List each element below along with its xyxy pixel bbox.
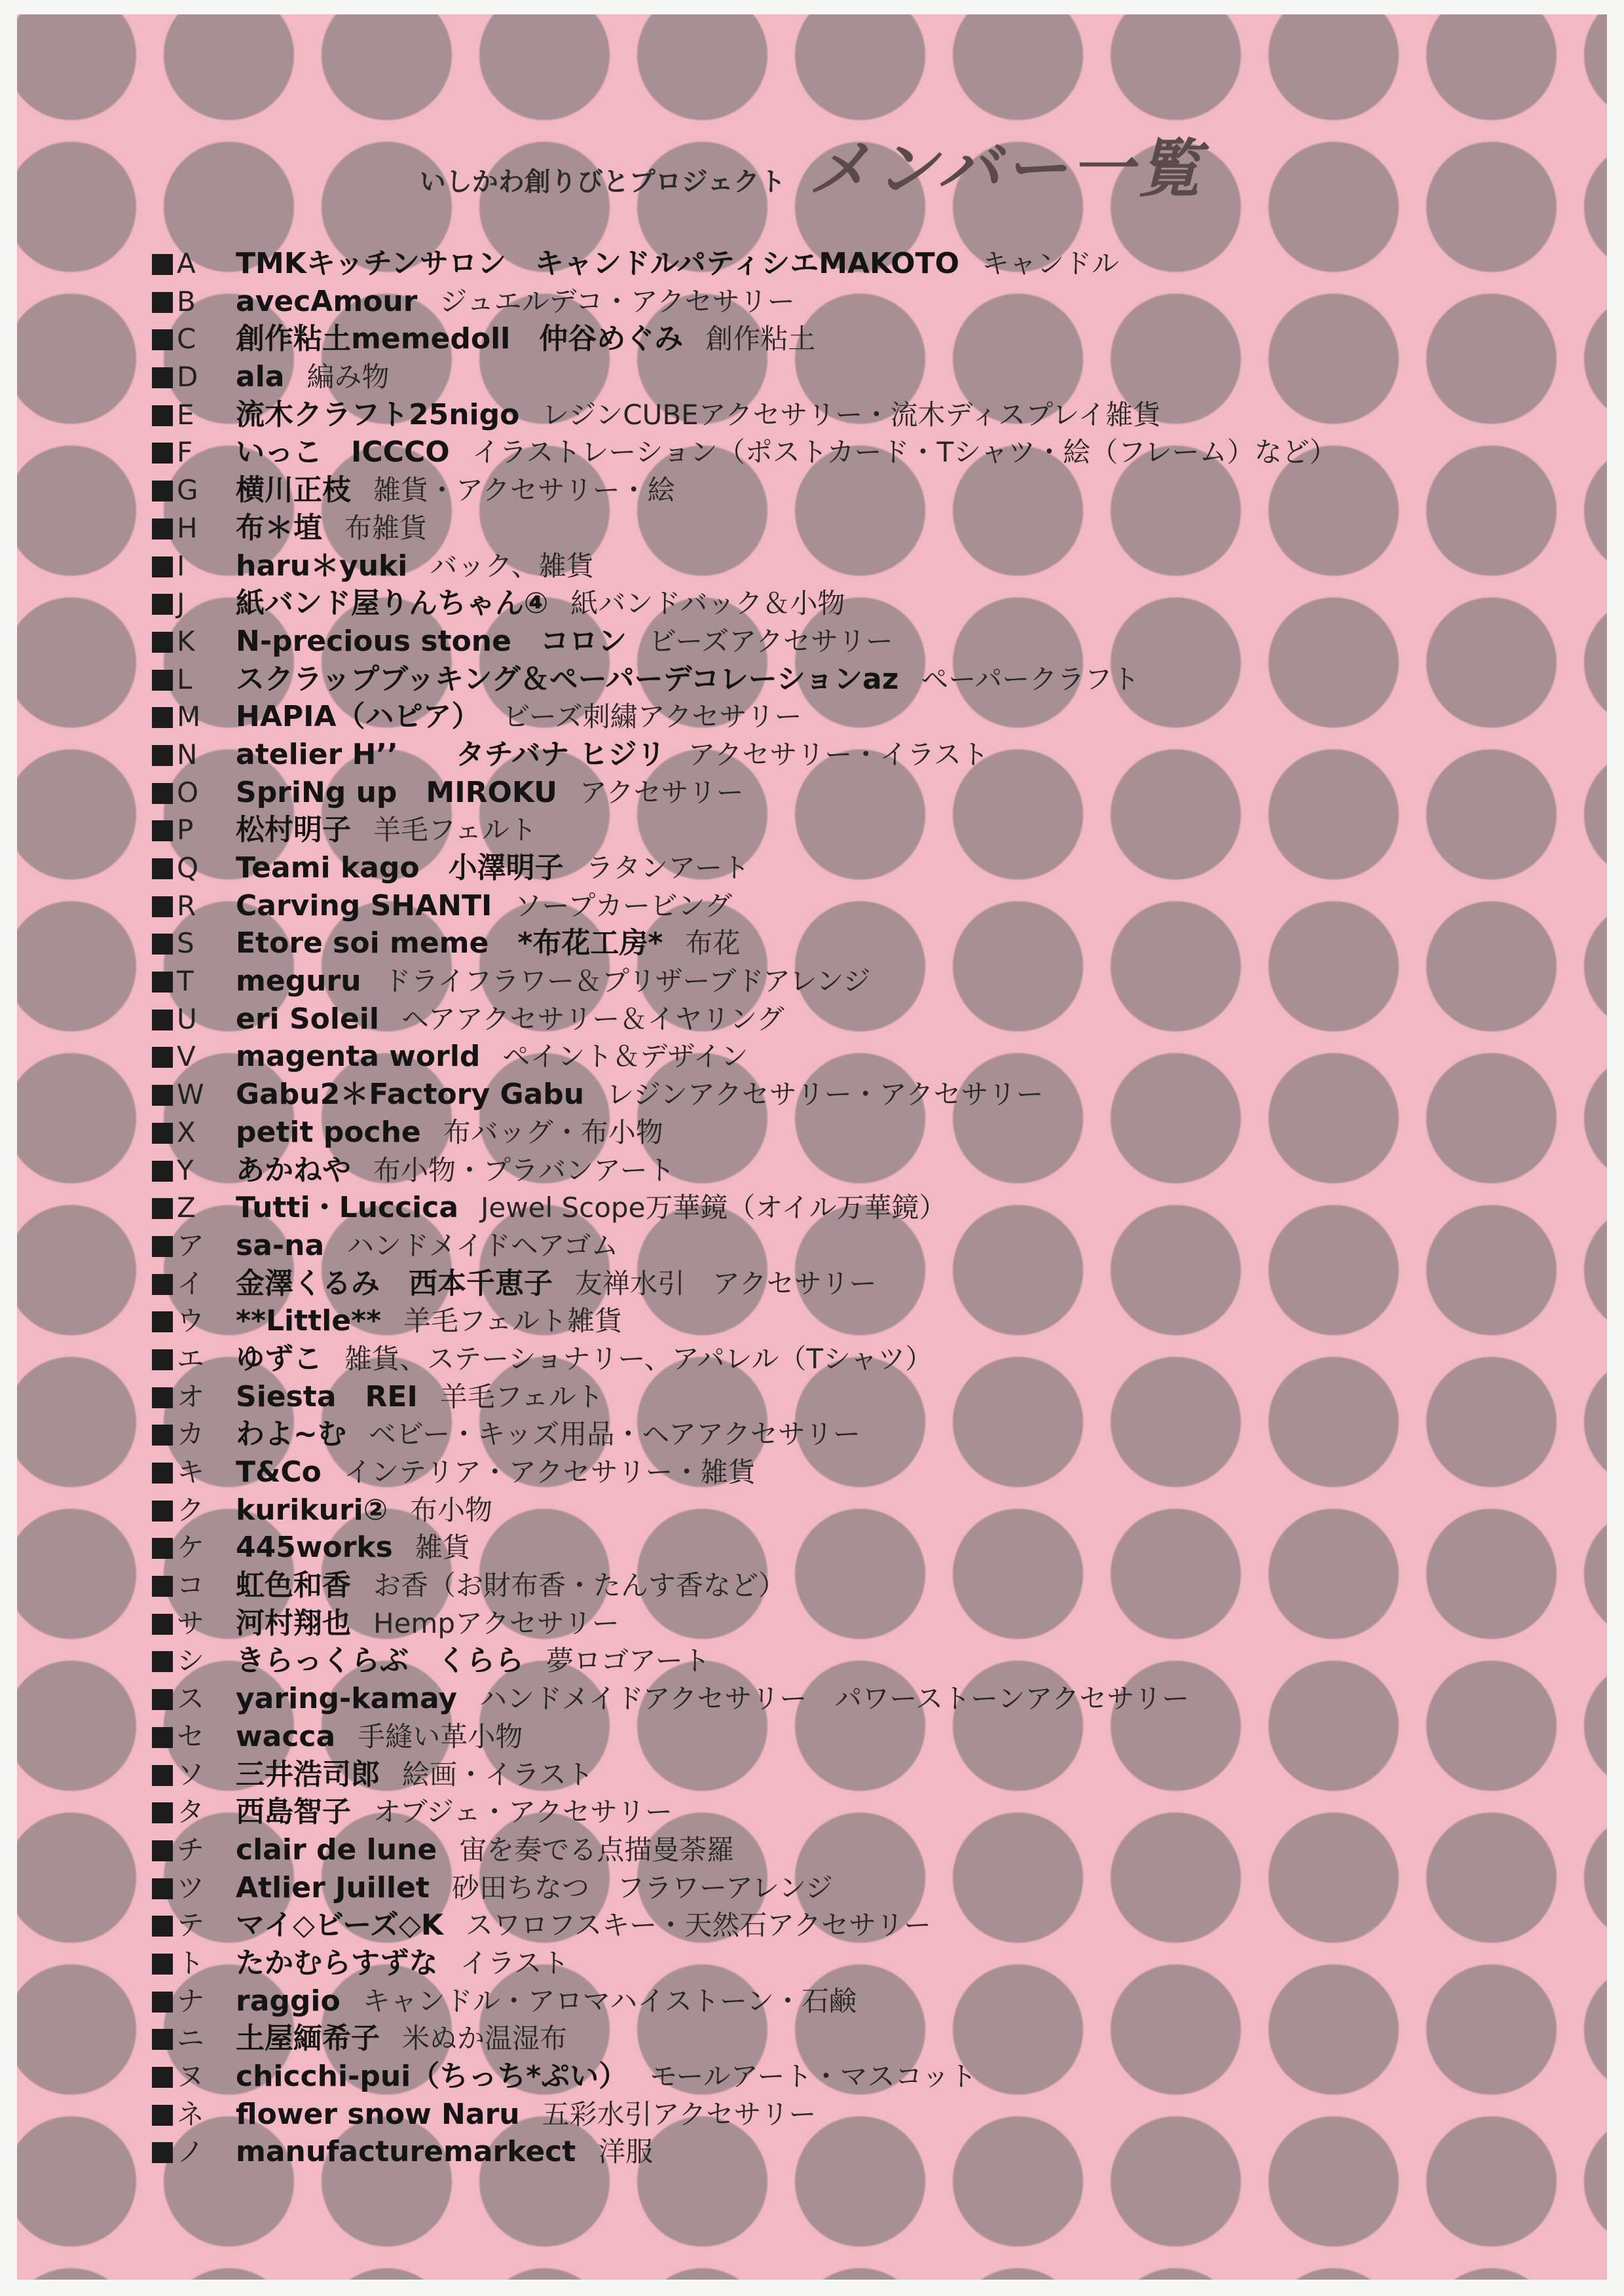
member-description: ハンドメイドアクセサリー パワーストーンアクセサリー bbox=[479, 1683, 1190, 1715]
member-code: ヌ bbox=[177, 2060, 205, 2092]
member-code: D bbox=[177, 361, 198, 393]
square-bullet-icon bbox=[152, 1425, 173, 1446]
member-code: J bbox=[177, 587, 185, 620]
member-name: T&Co bbox=[236, 1455, 322, 1489]
member-name: Teami kago 小澤明子 bbox=[236, 851, 564, 884]
member-description: 五彩水引アクセサリー bbox=[542, 2098, 817, 2130]
member-description: イラストレーション（ポストカード・Tシャツ・絵（フレーム）など） bbox=[471, 436, 1337, 469]
member-code: E bbox=[177, 398, 194, 431]
member-description: Hempアクセサリー bbox=[373, 1607, 619, 1639]
member-name: 土屋緬希子 bbox=[236, 2022, 380, 2056]
member-row bbox=[152, 1605, 1606, 1643]
member-description: 雑貨 bbox=[415, 1531, 470, 1564]
member-row bbox=[152, 1982, 1606, 2020]
member-row bbox=[152, 698, 1606, 736]
member-description: キャンドル・アロマハイストーン・石鹸 bbox=[362, 1984, 857, 2017]
square-bullet-icon bbox=[152, 2105, 173, 2126]
member-name: Carving SHANTI bbox=[236, 888, 492, 922]
square-bullet-icon bbox=[152, 443, 173, 464]
member-name: あかねや bbox=[236, 1153, 351, 1187]
member-name: chicchi-pui（ちっち*ぷい） bbox=[236, 2060, 628, 2093]
member-row bbox=[152, 1680, 1606, 1718]
member-row bbox=[152, 1152, 1606, 1190]
member-code: セ bbox=[177, 1720, 205, 1753]
member-description: お香（お財布香・たんす香など） bbox=[373, 1569, 786, 1602]
member-description: 布小物・プラバンアート bbox=[373, 1154, 675, 1186]
member-code: オ bbox=[177, 1380, 205, 1413]
square-bullet-icon bbox=[152, 2029, 173, 2050]
member-row bbox=[152, 1793, 1606, 1831]
member-code: U bbox=[177, 1002, 197, 1035]
member-row bbox=[152, 2020, 1606, 2058]
member-name: たかむらすずな bbox=[236, 1946, 438, 1980]
member-description: ペーパークラフト bbox=[921, 663, 1140, 695]
member-name: petit poche bbox=[236, 1115, 421, 1149]
member-description: 宙を奏でる点描曼荼羅 bbox=[459, 1833, 735, 1866]
member-row bbox=[152, 547, 1606, 585]
member-row bbox=[152, 1340, 1606, 1378]
square-bullet-icon bbox=[152, 1538, 173, 1559]
member-name: SpriNg up MIROKU bbox=[236, 775, 557, 809]
square-bullet-icon bbox=[152, 292, 173, 313]
member-description: ハンドメイドヘアゴム bbox=[346, 1229, 619, 1262]
member-row bbox=[152, 1415, 1606, 1453]
square-bullet-icon bbox=[152, 1349, 173, 1370]
square-bullet-icon bbox=[152, 254, 173, 275]
member-description: 布小物 bbox=[410, 1493, 493, 1526]
member-description: 絵画・イラスト bbox=[402, 1758, 594, 1791]
member-row bbox=[152, 509, 1606, 547]
square-bullet-icon bbox=[152, 820, 173, 841]
member-code: T bbox=[177, 965, 194, 998]
member-code: カ bbox=[177, 1418, 205, 1451]
member-code: A bbox=[177, 247, 196, 280]
member-description: 編み物 bbox=[306, 361, 390, 393]
member-row bbox=[152, 1718, 1606, 1756]
member-row bbox=[152, 1189, 1606, 1227]
member-row bbox=[152, 1114, 1606, 1152]
member-row bbox=[152, 811, 1606, 849]
square-bullet-icon bbox=[152, 1689, 173, 1710]
square-bullet-icon bbox=[152, 896, 173, 917]
project-subtitle: いしかわ創りびとプロジェクト bbox=[419, 167, 786, 197]
square-bullet-icon bbox=[152, 745, 173, 766]
member-description: バック、雑貨 bbox=[430, 549, 594, 582]
member-description: オブジェ・アクセサリー bbox=[373, 1796, 673, 1829]
member-code: O bbox=[177, 776, 199, 809]
member-row bbox=[152, 1756, 1606, 1794]
square-bullet-icon bbox=[152, 1992, 173, 2013]
member-code: テ bbox=[177, 1909, 205, 1942]
square-bullet-icon bbox=[152, 1878, 173, 1899]
member-name: Atlier Juillet bbox=[236, 1870, 430, 1904]
member-name: eri Soleil bbox=[236, 1002, 379, 1036]
member-code: ケ bbox=[177, 1531, 205, 1564]
square-bullet-icon bbox=[152, 1047, 173, 1068]
member-code: Y bbox=[177, 1154, 194, 1186]
member-name: haru＊yuki bbox=[236, 549, 408, 583]
square-bullet-icon bbox=[152, 1085, 173, 1106]
member-code: L bbox=[177, 663, 193, 695]
square-bullet-icon bbox=[152, 1463, 173, 1484]
member-code: ス bbox=[177, 1683, 205, 1715]
member-description: アクセサリー bbox=[579, 776, 744, 809]
member-name: 布＊埴 bbox=[236, 511, 322, 545]
member-name: 河村翔也 bbox=[236, 1606, 351, 1640]
member-row bbox=[152, 1567, 1606, 1605]
member-name: 虹色和香 bbox=[236, 1569, 351, 1603]
member-row bbox=[152, 1944, 1606, 1982]
member-description: イラスト bbox=[460, 1946, 570, 1979]
member-row bbox=[152, 1453, 1606, 1491]
member-name: 紙バンド屋りんちゃん④ bbox=[236, 587, 549, 621]
square-bullet-icon bbox=[152, 1501, 173, 1522]
member-code: サ bbox=[177, 1607, 205, 1639]
square-bullet-icon bbox=[152, 1161, 173, 1182]
member-name: 流木クラフト25nigo bbox=[236, 397, 520, 431]
member-name: magenta world bbox=[236, 1040, 481, 1074]
member-name: Etore soi meme *布花工房* bbox=[236, 926, 663, 960]
member-name: 横川正枝 bbox=[236, 473, 351, 507]
member-code: ニ bbox=[177, 2022, 205, 2055]
member-code: Z bbox=[177, 1192, 196, 1224]
member-code: ナ bbox=[177, 1984, 205, 2017]
member-name: HAPIA（ハピア） bbox=[236, 700, 481, 734]
member-code: ウ bbox=[177, 1305, 205, 1338]
member-row bbox=[152, 2058, 1606, 2096]
square-bullet-icon bbox=[152, 481, 173, 501]
member-code: ク bbox=[177, 1493, 205, 1526]
square-bullet-icon bbox=[152, 519, 173, 539]
square-bullet-icon bbox=[152, 1765, 173, 1786]
member-code: キ bbox=[177, 1456, 205, 1488]
member-name: Siesta REI bbox=[236, 1379, 418, 1413]
member-description: モールアート・マスコット bbox=[650, 2060, 977, 2092]
member-description: 雑貨、ステーショナリー、アパレル（Tシャツ） bbox=[344, 1342, 933, 1375]
member-description: アクセサリー・イラスト bbox=[688, 738, 989, 771]
member-description: 紙バンドバック＆小物 bbox=[570, 587, 845, 620]
square-bullet-icon bbox=[152, 1198, 173, 1219]
member-name: 創作粘土memedoll 仲谷めぐみ bbox=[236, 322, 684, 356]
member-name: kurikuri② bbox=[236, 1493, 388, 1527]
square-bullet-icon bbox=[152, 707, 173, 728]
member-name: raggio bbox=[236, 1984, 341, 2018]
member-description: 手縫い革小物 bbox=[358, 1720, 523, 1753]
member-code: Q bbox=[177, 852, 199, 884]
member-description: 雑貨・アクセサリー・絵 bbox=[373, 474, 675, 507]
member-row bbox=[152, 1378, 1606, 1416]
square-bullet-icon bbox=[152, 1576, 173, 1597]
member-name: 445works bbox=[236, 1531, 393, 1565]
member-row bbox=[152, 245, 1606, 283]
square-bullet-icon bbox=[152, 1274, 173, 1295]
square-bullet-icon bbox=[152, 783, 173, 804]
member-row bbox=[152, 962, 1606, 1000]
member-row bbox=[152, 396, 1606, 434]
member-name: ゆずこ bbox=[236, 1341, 322, 1376]
member-description: インテリア・アクセサリー・雑貨 bbox=[343, 1456, 756, 1488]
member-description: 洋服 bbox=[598, 2136, 654, 2168]
member-description: ビーズ刺繍アクセサリー bbox=[502, 701, 802, 733]
member-description: ジュエルデコ・アクセサリー bbox=[439, 285, 795, 318]
member-name: Gabu2＊Factory Gabu bbox=[236, 1078, 585, 1112]
member-code: タ bbox=[177, 1796, 205, 1829]
member-code: ア bbox=[177, 1229, 205, 1262]
member-row bbox=[152, 623, 1606, 661]
square-bullet-icon bbox=[152, 1387, 173, 1408]
member-row bbox=[152, 1491, 1606, 1529]
member-name: clair de lune bbox=[236, 1832, 437, 1867]
member-row bbox=[152, 1265, 1606, 1303]
flyer-sheet bbox=[17, 14, 1607, 2280]
member-code: F bbox=[177, 436, 193, 469]
member-code: ツ bbox=[177, 1871, 205, 1904]
member-row bbox=[152, 1529, 1606, 1567]
member-description: ヘアアクセサリー＆イヤリング bbox=[401, 1002, 784, 1035]
member-code: X bbox=[177, 1116, 196, 1148]
member-code: M bbox=[177, 701, 201, 733]
member-code: エ bbox=[177, 1342, 205, 1375]
member-description: スワロフスキー・天然石アクセサリー bbox=[465, 1909, 931, 1942]
square-bullet-icon bbox=[152, 1840, 173, 1861]
member-row bbox=[152, 1831, 1606, 1869]
member-code: H bbox=[177, 511, 198, 544]
member-row bbox=[152, 774, 1606, 812]
member-name: いっこ ICCCO bbox=[236, 435, 450, 469]
member-name: マイ◇ビーズ◇K bbox=[236, 1908, 443, 1942]
member-description: ドライフラワー＆プリザーブドアレンジ bbox=[383, 965, 871, 998]
square-bullet-icon bbox=[152, 329, 173, 350]
member-code: コ bbox=[177, 1569, 205, 1602]
square-bullet-icon bbox=[152, 556, 173, 577]
member-code: P bbox=[177, 814, 194, 847]
member-description: 布雑貨 bbox=[344, 511, 428, 544]
square-bullet-icon bbox=[152, 1727, 173, 1748]
member-row bbox=[152, 849, 1606, 887]
member-row bbox=[152, 1038, 1606, 1076]
title-row bbox=[17, 119, 1607, 209]
member-row bbox=[152, 736, 1606, 774]
member-name: avecAmour bbox=[236, 284, 418, 318]
member-name: わよ~む bbox=[236, 1417, 346, 1451]
member-description: 布花 bbox=[685, 927, 741, 960]
member-code: R bbox=[177, 889, 196, 922]
member-row bbox=[152, 1227, 1606, 1265]
member-description: 砂田ちなつ フラワーアレンジ bbox=[451, 1871, 834, 1904]
member-row bbox=[152, 1869, 1606, 1907]
member-description: 布バッグ・布小物 bbox=[443, 1116, 663, 1148]
member-name: atelier H’’ タチバナ ヒジリ bbox=[236, 737, 666, 771]
member-code: W bbox=[177, 1078, 204, 1111]
member-row bbox=[152, 2133, 1606, 2171]
member-name: TMKキッチンサロン キャンドルパティシエMAKOTO bbox=[236, 247, 959, 280]
member-row bbox=[152, 433, 1606, 471]
member-name: flower snow Naru bbox=[236, 2097, 520, 2131]
member-description: ベビー・キッズ用品・ヘアアクセサリー bbox=[368, 1418, 860, 1451]
member-code: ソ bbox=[177, 1758, 205, 1791]
member-name: スクラップブッキング＆ペーパーデコレーションaz bbox=[236, 662, 899, 696]
square-bullet-icon bbox=[152, 858, 173, 879]
square-bullet-icon bbox=[152, 1010, 173, 1030]
square-bullet-icon bbox=[152, 632, 173, 653]
member-description: 羊毛フェルト bbox=[439, 1380, 604, 1413]
square-bullet-icon bbox=[152, 1236, 173, 1257]
member-name: **Little** bbox=[236, 1304, 382, 1338]
member-code: ト bbox=[177, 1946, 205, 1979]
member-list bbox=[152, 245, 1606, 2171]
square-bullet-icon bbox=[152, 2067, 173, 2088]
member-row bbox=[152, 1642, 1606, 1680]
member-code: チ bbox=[177, 1833, 205, 1866]
member-description: キャンドル bbox=[982, 247, 1120, 280]
member-name: sa-na bbox=[236, 1228, 325, 1262]
member-name: 金澤くるみ 西本千恵子 bbox=[236, 1266, 553, 1300]
member-code: V bbox=[177, 1040, 196, 1073]
member-row bbox=[152, 320, 1606, 358]
member-code: ネ bbox=[177, 2098, 205, 2130]
member-row bbox=[152, 283, 1606, 321]
square-bullet-icon bbox=[152, 1311, 173, 1332]
page-title: メンバー一覧 bbox=[807, 132, 1205, 206]
member-row bbox=[152, 471, 1606, 509]
member-row bbox=[152, 661, 1606, 699]
square-bullet-icon bbox=[152, 2142, 173, 2163]
square-bullet-icon bbox=[152, 405, 173, 426]
member-name: ala bbox=[236, 360, 285, 394]
square-bullet-icon bbox=[152, 1802, 173, 1823]
member-name: manufacturemarkect bbox=[236, 2135, 576, 2169]
member-row bbox=[152, 358, 1606, 396]
member-name: 西島智子 bbox=[236, 1795, 351, 1829]
member-description: Jewel Scope万華鏡（オイル万華鏡） bbox=[481, 1192, 947, 1224]
square-bullet-icon bbox=[152, 1954, 173, 1975]
member-name: meguru bbox=[236, 964, 361, 998]
member-row bbox=[152, 2096, 1606, 2134]
member-name: N-precious stone コロン bbox=[236, 624, 627, 658]
member-row bbox=[152, 1906, 1606, 1944]
member-code: G bbox=[177, 474, 198, 507]
member-row bbox=[152, 585, 1606, 623]
member-description: ビーズアクセサリー bbox=[648, 625, 893, 657]
square-bullet-icon bbox=[152, 1651, 173, 1672]
square-bullet-icon bbox=[152, 1123, 173, 1144]
member-description: 米ぬか温湿布 bbox=[402, 2022, 568, 2055]
member-code: K bbox=[177, 625, 195, 657]
member-name: wacca bbox=[236, 1719, 336, 1753]
member-description: ラタンアート bbox=[585, 852, 750, 884]
square-bullet-icon bbox=[152, 367, 173, 388]
member-description: レジンアクセサリー・アクセサリー bbox=[606, 1078, 1044, 1111]
member-description: 羊毛フェルト bbox=[373, 814, 537, 847]
member-row bbox=[152, 924, 1606, 962]
square-bullet-icon bbox=[152, 1614, 173, 1635]
member-name: きらっくらぶ くらら bbox=[236, 1644, 524, 1678]
square-bullet-icon bbox=[152, 670, 173, 691]
member-description: 羊毛フェルト雑貨 bbox=[403, 1305, 623, 1338]
member-row bbox=[152, 1000, 1606, 1038]
square-bullet-icon bbox=[152, 934, 173, 955]
member-description: レジンCUBEアクセサリー・流木ディスプレイ雑貨 bbox=[542, 398, 1161, 431]
member-name: 三井浩司郎 bbox=[236, 1757, 380, 1791]
member-code: シ bbox=[177, 1645, 205, 1677]
member-description: 友禅水引 アクセサリー bbox=[575, 1267, 877, 1300]
member-code: N bbox=[177, 738, 198, 771]
member-description: ペイント＆デザイン bbox=[502, 1040, 748, 1073]
member-description: ソープカービング bbox=[514, 889, 732, 922]
member-code: B bbox=[177, 285, 196, 318]
member-name: yaring-kamay bbox=[236, 1682, 458, 1716]
member-row bbox=[152, 1302, 1606, 1340]
member-code: C bbox=[177, 323, 196, 355]
square-bullet-icon bbox=[152, 594, 173, 615]
member-name: 松村明子 bbox=[236, 813, 351, 847]
member-description: 夢ロゴアート bbox=[546, 1645, 710, 1677]
member-description: 創作粘土 bbox=[705, 323, 816, 355]
member-code: イ bbox=[177, 1267, 205, 1300]
square-bullet-icon bbox=[152, 1916, 173, 1937]
member-row bbox=[152, 1076, 1606, 1114]
square-bullet-icon bbox=[152, 972, 173, 993]
member-code: ノ bbox=[177, 2136, 205, 2168]
member-name: Tutti・Luccica bbox=[236, 1191, 459, 1225]
member-code: I bbox=[177, 549, 185, 582]
member-row bbox=[152, 887, 1606, 925]
member-code: S bbox=[177, 927, 194, 960]
